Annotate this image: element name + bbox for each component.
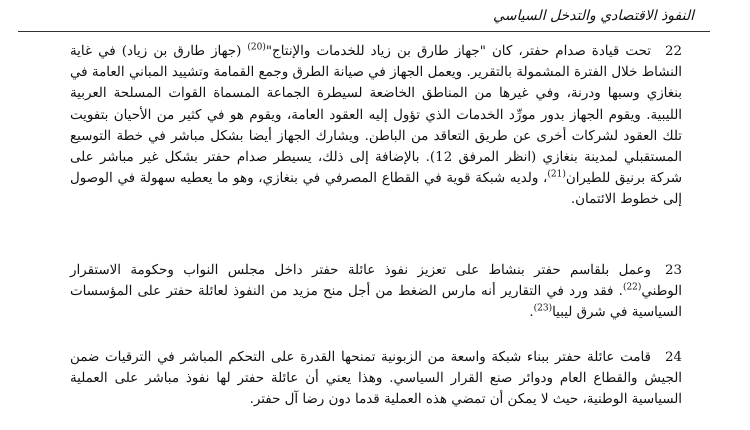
paragraph-number: 24 [664,350,682,365]
paragraph-number: 23 [664,263,682,278]
paragraph-text: . فقد ورد في التقارير أنه مارس الضغط من أجل منح مزيد من النفوذ لعائلة حفتر على المؤسسات السياسية في شرق ليبيا [70,284,682,321]
paragraph-text: تحت قيادة صدام حفتر، كان "جهاز طارق بن زياد للخدمات والإنتاج" [265,44,651,59]
header-rule [18,31,710,32]
footnote-ref-22[interactable]: (22) [622,282,642,293]
running-header: النفوذ الاقتصادي والتدخل السياسي [493,8,694,24]
footnote-ref-21[interactable]: (21) [547,169,566,180]
paragraph-text: . [529,305,534,321]
footnote-ref-23[interactable]: (23) [533,303,553,314]
paragraph-23 [70,260,682,324]
paragraph-number: 22 [664,44,682,59]
paragraph-text: (جهاز طارق بن زياد) في غاية النشاط خلال الفترة المشمولة بالتقرير. ويعمل الجهاز في صيانة الطرق وجمع القمامة وتشييد المباني العامة في بنغازي وسبها ودرنة، وفي غيرها من المناطق الخاضعة لسيطرة الجماعة المسماة القوات المسلحة العربية الليبية. ويقوم الجهاز بدور مورِّد الخدمات الذي تؤول إليه العقود العامة، ويقوم هو في كثير من الأحيان بتفويت تلك العقود لشركات أخرى عن طريق التعاقد من الباطن. ويشارك الجهاز أيضا بشكل مباشر في خطة التوسيع المستقبلي لمدينة بنغازي (انظر المرفق 12). بالإضافة إلى ذلك، يسيطر صدام حفتر بشكل غير مباشر على شركة برنيق للطيران [70,44,682,187]
paragraph-text: ، ولديه شبكة قوية في القطاع المصرفي في بنغازي، وهو ما يعطيه سهولة في الوصول إلى خطوط الائتمان. [70,171,682,208]
paragraph-24 [70,347,682,411]
paragraph-22 [70,41,682,211]
paragraph-text: وعمل بلقاسم حفتر بنشاط على تعزيز نفوذ عائلة حفتر داخل مجلس النواب وحكومة الاستقرار الوطني [70,263,682,300]
paragraph-text: قامت عائلة حفتر ببناء شبكة واسعة من الزبونية تمنحها القدرة على التحكم المباشر في الترقيات ضمن الجيش والقطاع العام ودوائر صنع القرار السياسي. وهذا يعني أن عائلة حفتر لها نفوذ مباشر على العملية السياسية الوطنية، حيث لا يمكن أن تمضي هذه العملية قدما دون رضا آل حفتر. [70,350,682,408]
footnote-ref-20[interactable]: (20) [247,42,266,53]
